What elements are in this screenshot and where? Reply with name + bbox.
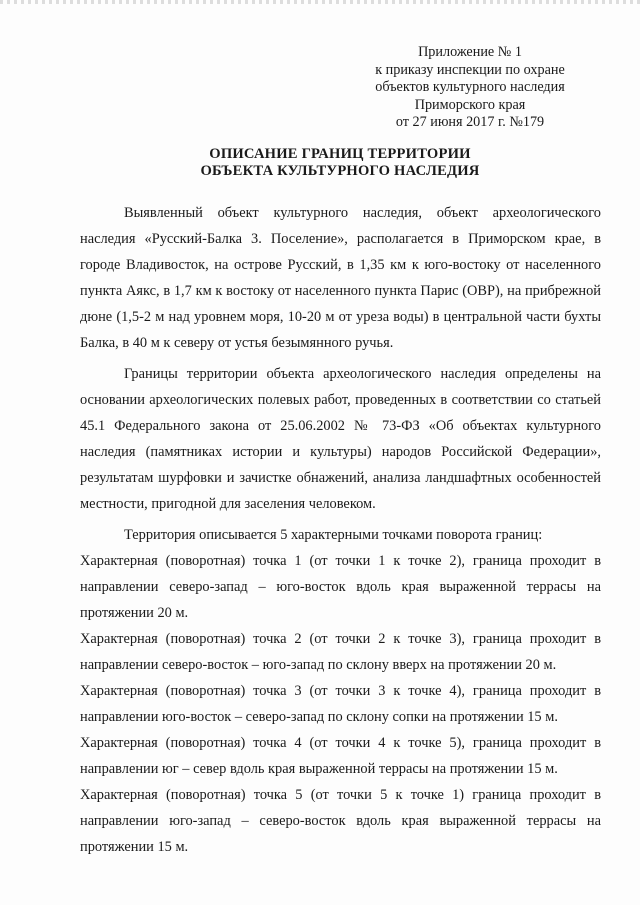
scan-edge-artifact (0, 0, 640, 4)
title-line-2: ОБЪЕКТА КУЛЬТУРНОГО НАСЛЕДИЯ (200, 163, 480, 179)
boundary-point-1: Характерная (поворотная) точка 1 (от точки 1 к точке 2), граница проходит в направлении северо-запад – юго-восток вдоль края выраженной террасы на протяжении 20 м. (80, 553, 601, 621)
appendix-header (330, 44, 610, 132)
appendix-order-ref-2: объектов культурного наследия (375, 79, 565, 95)
boundary-point-4: Характерная (поворотная) точка 4 (от точки 4 к точке 5), граница проходит в направлении юг – север вдоль края выраженной террасы на протяжении 15 м. (80, 735, 601, 777)
document-body (80, 200, 601, 860)
document-title (80, 146, 600, 180)
appendix-date: от 27 июня 2017 г. №179 (395, 114, 545, 130)
paragraph-boundary-basis: Границы территории объекта археологического наследия определены на основании археологических полевых работ, проведенных в соответствии со статьей 45.1 Федерального закона от 25.06.2002 № 73-ФЗ «Об объектах культурного наследия (памятниках истории и культуры) народов Российской Федерации», результатам шурфовки и зачистке обнажений, анализа ландшафтных особенностей местности, пригодной для заселения человеком. (80, 366, 601, 512)
appendix-region: Приморского края (414, 96, 526, 113)
paragraph-object-location: Выявленный объект культурного наследия, объект археологического наследия «Русский-Балка 3. Поселение», располагается в Приморском крае, в городе Владивосток, на острове Русский, в 1,35 км к юго-востоку от населенного пункта Аякс, в 1,7 км к востоку от населенного пункта Парис (ОВР), на прибрежной дюне (1,5-2 м над уровнем моря, 10-20 м от уреза воды) в центральной части бухты Балка, в 40 м к северу от устья безымянного ручья. (80, 205, 601, 351)
appendix-order-ref: к приказу инспекции по охране (375, 61, 565, 78)
paragraph-points-intro: Территория описывается 5 характерными точками поворота границ: (124, 527, 543, 543)
appendix-number: Приложение № 1 (418, 44, 522, 60)
boundary-point-2: Характерная (поворотная) точка 2 (от точки 2 к точке 3), граница проходит в направлении северо-восток – юго-запад по склону вверх на протяжении 20 м. (80, 631, 601, 673)
title-line-1: ОПИСАНИЕ ГРАНИЦ ТЕРРИТОРИИ (209, 146, 471, 162)
boundary-point-3: Характерная (поворотная) точка 3 (от точки 3 к точке 4), граница проходит в направлении юго-восток – северо-запад по склону сопки на протяжении 15 м. (80, 683, 601, 725)
boundary-point-5: Характерная (поворотная) точка 5 (от точки 5 к точке 1) граница проходит в направлении юго-запад – северо-восток вдоль края выраженной террасы на протяжении 15 м. (80, 787, 601, 855)
